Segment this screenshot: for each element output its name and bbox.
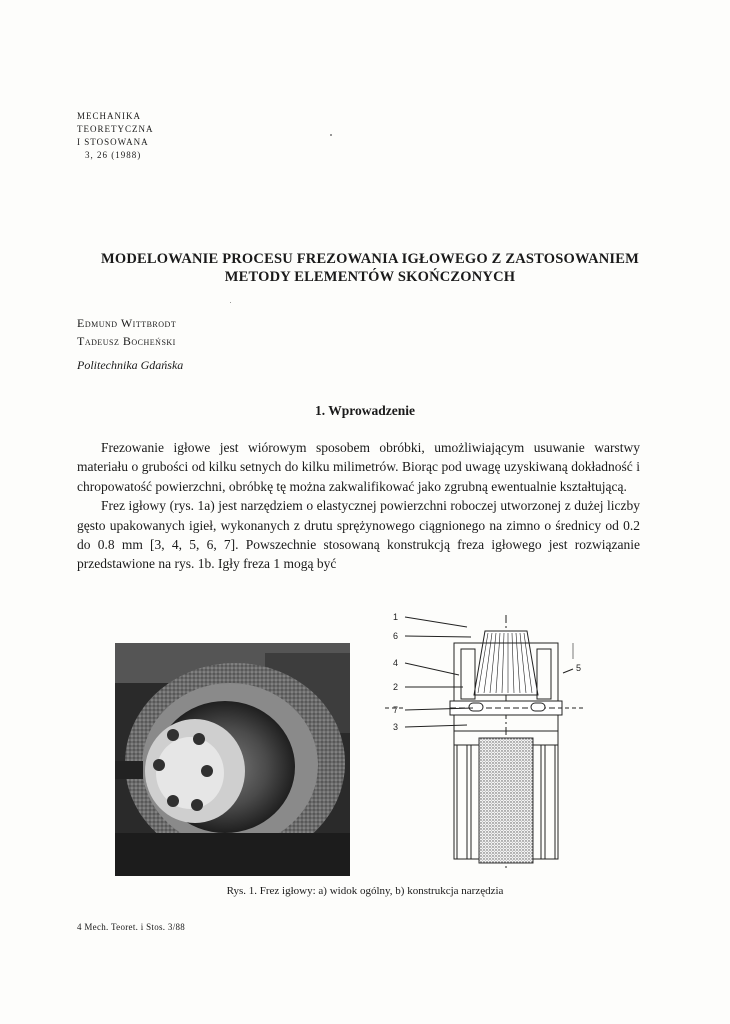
paragraph: Frezowanie igłowe jest wiórowym sposobem obróbki, umożliwiającym usuwanie warstwy materiału o grubości od kilku setnych do kilku milimetrów. Biorąc pod uwagę uzyskiwaną dokładność i chropowatość powierzchni, obróbkę tę można zakwalifikować jako zgrubną ewentualnie kształtującą.	[77, 440, 640, 494]
body-text	[77, 438, 640, 574]
part-label-6: 6	[393, 631, 399, 641]
journal-name-line-1: MECHANIKA	[77, 111, 141, 121]
part-label-1: 1	[393, 612, 399, 622]
author-list	[77, 314, 176, 350]
part-label-7: 7	[393, 705, 399, 715]
journal-header	[77, 110, 154, 162]
author-name: Edmund Wittbrodt	[77, 316, 177, 330]
page-footer: 4 Mech. Teoret. i Stos. 3/88	[77, 922, 186, 932]
journal-name-line-2: TEORETYCZNA	[77, 124, 154, 134]
paper-title	[70, 250, 670, 286]
affiliation: Politechnika Gdańska	[77, 358, 184, 372]
paper-title-line-1: MODELOWANIE PROCESU FREZOWANIA IGŁOWEGO Z ZASTOSOWANIEM	[100, 251, 640, 267]
scan-speck	[330, 134, 332, 136]
author-name: Tadeusz Bocheński	[77, 334, 176, 348]
scan-speck	[230, 302, 231, 303]
journal-issue: 3, 26 (1988)	[85, 150, 142, 160]
part-label-2: 2	[393, 682, 399, 692]
part-label-5: 5	[576, 663, 582, 673]
paragraph: Frez igłowy (rys. 1a) jest narzędziem o elastycznej powierzchni roboczej utworzonej z dużej liczby gęsto upakowanych igieł, wykonanych z drutu sprężynowego ciągnionego na zimno o średnicy od 0.2 do 0.8 mm [3, 4, 5, 6, 7]. Powszechnie stosowaną konstrukcją freza igłowego jest rozwiązanie przedstawione na rys. 1b. Igły freza 1 mogą być	[77, 498, 640, 572]
needle-mill-photo	[115, 643, 350, 876]
journal-name-line-3: I STOSOWANA	[77, 137, 149, 147]
needle-mill-construction-drawing	[375, 603, 595, 883]
paper-title-line-2: METODY ELEMENTÓW SKOŃCZONYCH	[224, 269, 516, 285]
figure-caption: Rys. 1. Frez igłowy: a) widok ogólny, b) konstrukcja narzędzia	[226, 885, 504, 897]
part-label-3: 3	[393, 722, 399, 732]
section-heading: 1. Wprowadzenie	[314, 403, 415, 418]
part-label-4: 4	[393, 658, 399, 668]
